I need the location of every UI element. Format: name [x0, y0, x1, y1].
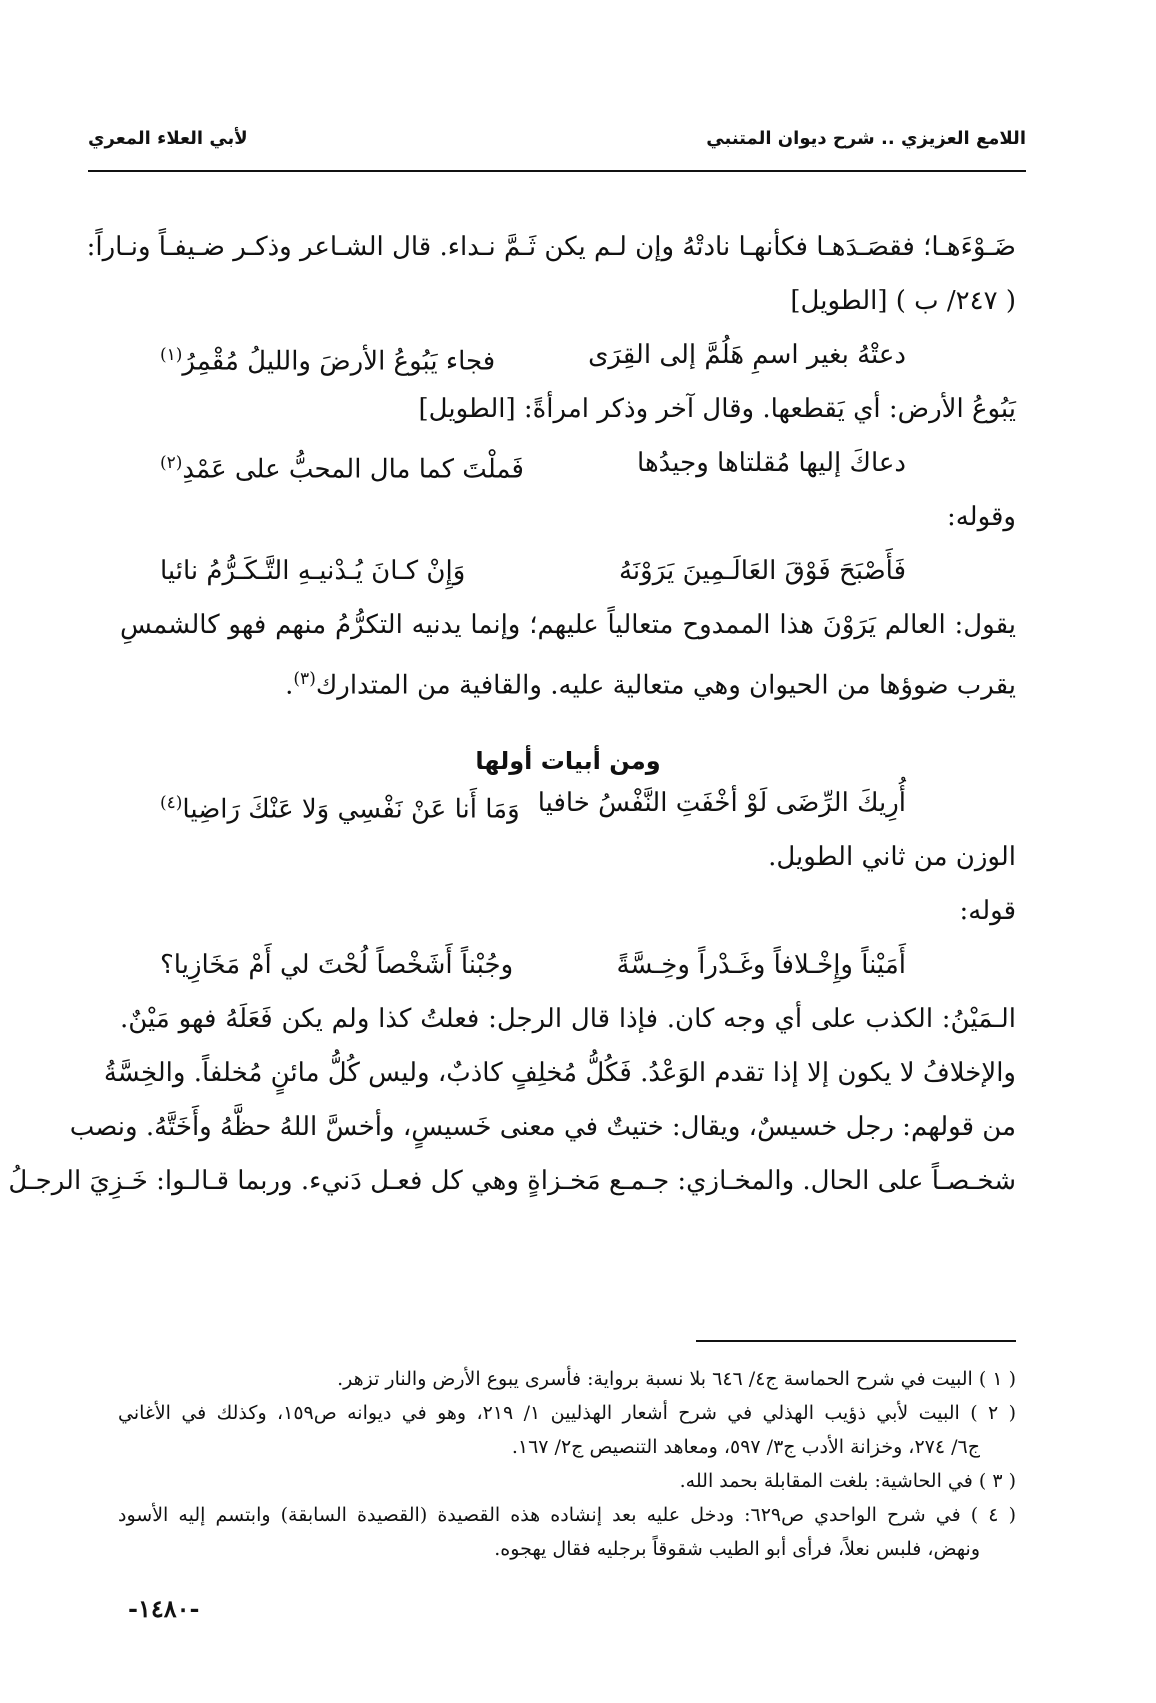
footnote-divider: [696, 1340, 1016, 1342]
line-text: يقرب ضوؤها من الحيوان وهي متعالية عليه. والقافية من المتدارك: [315, 670, 1016, 701]
text-line: شخـصـاً على الحال. والمخـازي: جـمـع مَخـزاةٍ وهي كل فعـل دَنيء. وربما قـالـوا: خَـزِيَ الرجـلُ: [8, 1166, 1016, 1196]
verse-second-hemistich: وجُبْناً أَشَخْصاً لُحْتَ لي أَمْ مَخَازِيا؟: [160, 950, 514, 980]
main-text: [8, 220, 1016, 1208]
text-line: [120, 652, 1016, 706]
line-end: .: [285, 670, 294, 701]
verse-first-hemistich: دعاكَ إليها مُقلتاها وجيدُها: [637, 448, 906, 478]
verse-second-hemistich: [160, 328, 495, 389]
page-number: -١٤٨٠-: [128, 1594, 200, 1623]
footnote: ( ٣ ) في الحاشية: بلغت المقابلة بحمد الله.: [679, 1470, 1016, 1492]
verse-first-hemistich: دعتْهُ بغير اسمِ هَلُمَّ إلى القِرَى: [588, 340, 906, 370]
header-author: لأبي العلاء المعري: [88, 128, 248, 149]
poem-verse: [120, 436, 1016, 490]
verse-second-hemistich: [160, 776, 520, 837]
text-line: الوزن من ثاني الطويل.: [768, 842, 1016, 872]
verse-second-hemistich: [160, 436, 524, 497]
header-book-title: اللامع العزيزي .. شرح ديوان المتنبي: [706, 128, 1026, 149]
header-divider: [88, 170, 1026, 172]
hemistich-text: فَملْتَ كما مال المحبُّ على عَمْدِ: [182, 454, 524, 485]
poem-verse: [120, 938, 1016, 992]
hemistich-text: فجاء يَبُوعُ الأرضَ والليلُ مُقْمِرُ: [182, 346, 496, 377]
footnote-continuation: ونهض، فلبس نعلاً، فرأى أبو الطيب شقوقاً برجليه فقال يهجوه.: [494, 1538, 980, 1560]
text-line: ضَـوْءَهـا؛ فقصَـدَهـا فكأنهـا نادتْهُ وإن لـم يكن ثَـمَّ نـداء. قال الشـاعر وذكـر ضـيفـاً ونـاراً:: [86, 232, 1016, 262]
footnotes: [118, 1362, 1016, 1566]
footnote-ref[interactable]: (٤): [160, 793, 183, 813]
text-line: والإخلافُ لا يكون إلا إذا تقدم الوَعْدُ. فَكُلُّ مُخلِفٍ كاذبٌ، وليس كُلُّ مائنٍ مُخلفاً. والخِسَّةُ: [103, 1058, 1016, 1088]
footnote: ( ٢ ) البيت لأبي ذؤيب الهذلي في شرح أشعار الهذليين ١/ ٢١٩، وهو في ديوانه ص١٥٩، وكذلك في الأغاني: [118, 1402, 1017, 1424]
hemistich-text: وَمَا أَنا عَنْ نَفْسِي وَلا عَنْكَ رَاضِيا: [182, 794, 520, 825]
footnote: ( ١ ) البيت في شرح الحماسة ج٤/ ٦٤٦ بلا نسبة برواية: فأسرى يبوع الأرض والنار تزهر.: [337, 1368, 1016, 1390]
section-heading: ومن أبيات أولها: [475, 747, 661, 775]
text-line: يقول: العالم يَرَوْنَ هذا الممدوح متعالياً عليهم؛ وإنما يدنيه التكرُّمُ منهم فهو كالشمسِ: [120, 610, 1016, 640]
text-line: وقوله:: [946, 502, 1016, 532]
footnote-continuation: ج٦/ ٢٧٤، وخزانة الأدب ج٣/ ٥٩٧، ومعاهد التنصيص ج٢/ ١٦٧.: [511, 1436, 980, 1458]
footnote-ref[interactable]: (٢): [160, 453, 183, 473]
verse-second-hemistich: وَإِنْ كـانَ يُـدْنيـهِ التَّـكَـرُّمُ نائيا: [160, 556, 466, 586]
text-line: ( ٢٤٧/ ب ) [الطويل]: [790, 286, 1016, 316]
running-header: [88, 128, 1026, 158]
text-line: من قولهم: رجل خسيسٌ، ويقال: ختيتٌ في معنى خَسيسٍ، وأخسَّ اللهُ حظَّهُ وأَخَتَّهُ. ونصب: [69, 1112, 1016, 1142]
verse-first-hemistich: أَمَيْناً وإِخْـلافاً وغَـدْراً وخِـسَّةً: [616, 950, 906, 980]
poem-verse: [120, 776, 1016, 830]
footnote-ref[interactable]: (٣): [293, 669, 316, 689]
footnote-ref[interactable]: (١): [160, 345, 183, 365]
verse-first-hemistich: أُرِيكَ الرِّضَى لَوْ أخْفَتِ النَّفْسُ خافيا: [537, 788, 906, 818]
text-line: يَبُوعُ الأرض: أي يَقطعها. وقال آخر وذكر امرأةً: [الطويل]: [418, 394, 1016, 424]
text-line: الـمَيْنُ: الكذب على أي وجه كان. فإذا قال الرجل: فعلتُ كذا ولم يكن فَعَلَهُ فهو مَيْنٌ.: [120, 1004, 1016, 1034]
text-line: قوله:: [959, 896, 1016, 926]
footnote: ( ٤ ) في شرح الواحدي ص٦٢٩: ودخل عليه بعد إنشاده هذه القصيدة (القصيدة السابقة) وابتسم إليه الأسود: [118, 1504, 1016, 1526]
verse-first-hemistich: فَأَصْبَحَ فَوْقَ العَالَـمِينَ يَرَوْنَهُ: [618, 556, 906, 586]
poem-verse: [120, 544, 1016, 598]
poem-verse: [120, 328, 1016, 382]
